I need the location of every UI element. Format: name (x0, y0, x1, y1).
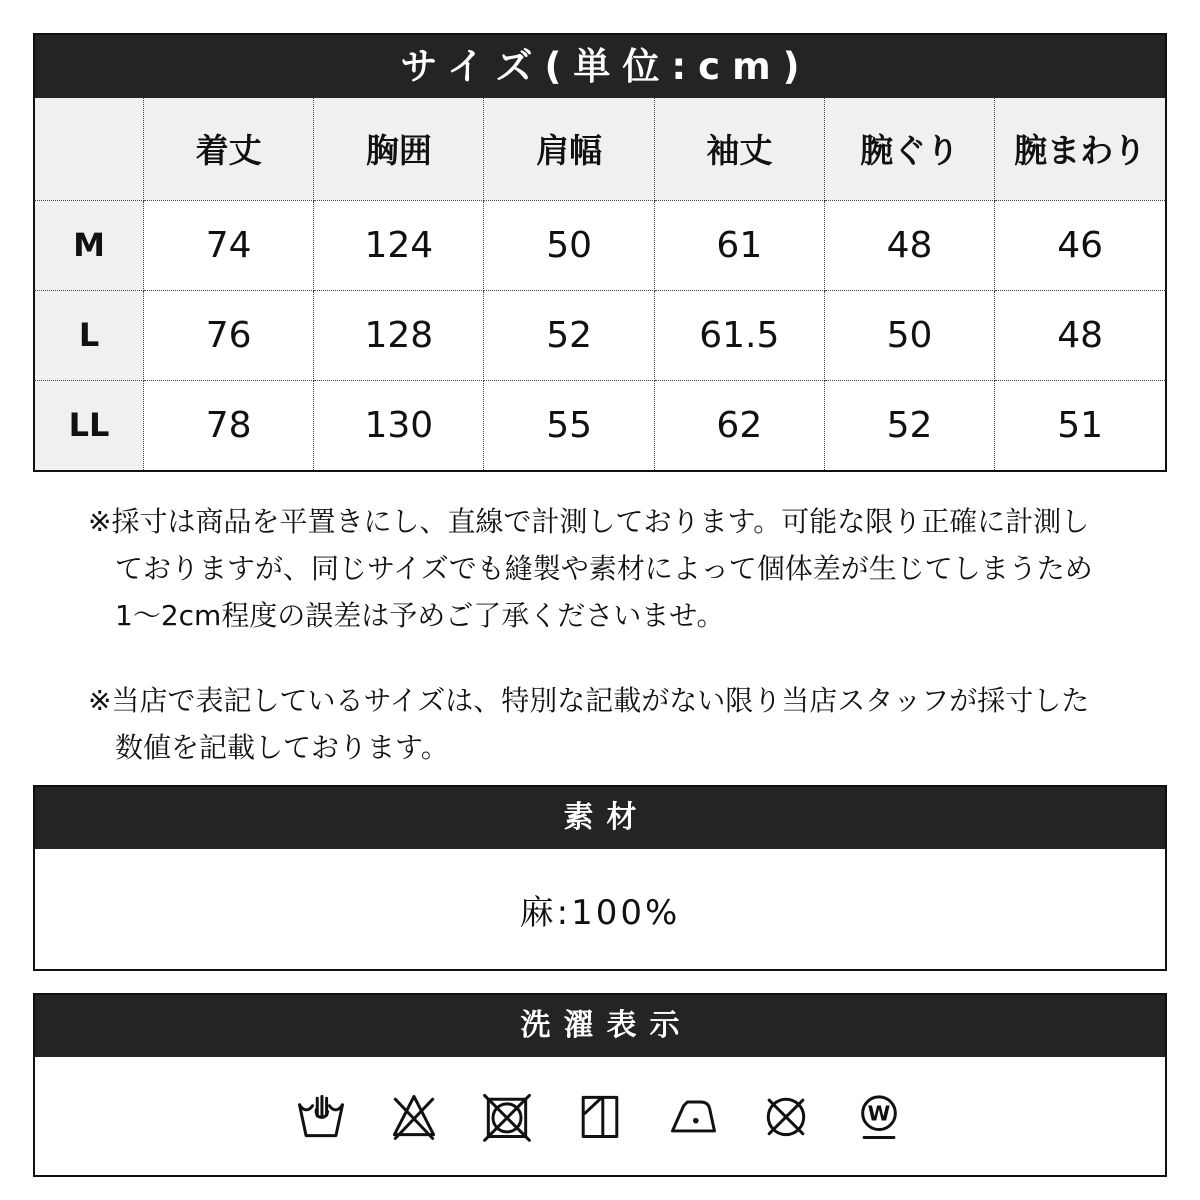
wet-clean-gentle-icon (851, 1088, 907, 1144)
cell-m-arm-circumference: 46 (995, 200, 1165, 290)
cell-m-armhole: 48 (824, 200, 994, 290)
col-header-length: 着丈 (144, 98, 314, 200)
cell-ll-arm-circumference: 51 (995, 380, 1165, 470)
col-header-shoulder: 肩幅 (484, 98, 654, 200)
cell-ll-shoulder: 55 (484, 380, 654, 470)
col-header-arm-circumference: 腕まわり (995, 98, 1165, 200)
corner-cell (35, 98, 144, 200)
row-label-ll: LL (35, 380, 144, 470)
size-chart-title-bar (35, 35, 1165, 98)
do-not-bleach-icon (386, 1088, 442, 1144)
cell-ll-armhole: 52 (824, 380, 994, 470)
row-label-m: M (35, 200, 144, 290)
note-line: 数値を記載しております。 (115, 731, 449, 764)
cell-l-length: 76 (144, 290, 314, 380)
laundry-section (33, 993, 1167, 1177)
laundry-title: 洗濯表示 (520, 1008, 693, 1043)
size-row-m (35, 200, 1165, 290)
size-chart-section (33, 33, 1167, 472)
cell-l-sleeve: 61.5 (654, 290, 824, 380)
cell-l-chest: 128 (314, 290, 484, 380)
cell-l-arm-circumference: 48 (995, 290, 1165, 380)
col-header-sleeve: 袖丈 (654, 98, 824, 200)
do-not-tumble-dry-icon (479, 1088, 535, 1144)
note-line: ※当店で表記しているサイズは、特別な記載がない限り当店スタッフが採寸した (88, 684, 1090, 717)
measurement-notes (88, 498, 1160, 771)
size-table (35, 98, 1165, 470)
size-table-header-row (35, 98, 1165, 200)
row-label-l: L (35, 290, 144, 380)
note-staff-measured (88, 677, 1160, 771)
material-value: 麻:100% (519, 892, 681, 933)
size-chart-title: サイズ(単位:cm) (400, 45, 812, 88)
cell-m-length: 74 (144, 200, 314, 290)
col-header-chest: 胸囲 (314, 98, 484, 200)
cell-ll-chest: 130 (314, 380, 484, 470)
col-header-armhole: 腕ぐり (824, 98, 994, 200)
cell-l-armhole: 50 (824, 290, 994, 380)
size-row-l (35, 290, 1165, 380)
material-body (35, 849, 1165, 969)
note-measurement-accuracy (88, 498, 1160, 639)
note-line: ておりますが、同じサイズでも縫製や素材によって個体差が生じてしまうため (115, 552, 1093, 585)
wet-clean-letter: W (867, 1101, 891, 1126)
laundry-symbols (35, 1057, 1165, 1175)
cell-m-sleeve: 61 (654, 200, 824, 290)
material-title: 素材 (563, 800, 650, 835)
material-section (33, 785, 1167, 971)
cell-m-chest: 124 (314, 200, 484, 290)
note-line: ※採寸は商品を平置きにし、直線で計測しております。可能な限り正確に計測し (88, 505, 1090, 538)
iron-low-heat-icon (665, 1088, 721, 1144)
cell-ll-sleeve: 62 (654, 380, 824, 470)
cell-l-shoulder: 52 (484, 290, 654, 380)
hand-wash-icon (293, 1088, 349, 1144)
cell-m-shoulder: 50 (484, 200, 654, 290)
material-title-bar (35, 787, 1165, 849)
size-row-ll (35, 380, 1165, 470)
line-dry-in-shade-icon (572, 1088, 628, 1144)
cell-ll-length: 78 (144, 380, 314, 470)
laundry-title-bar (35, 995, 1165, 1057)
do-not-dry-clean-icon (758, 1088, 814, 1144)
note-line: 1〜2cm程度の誤差は予めご了承くださいませ。 (115, 599, 725, 632)
